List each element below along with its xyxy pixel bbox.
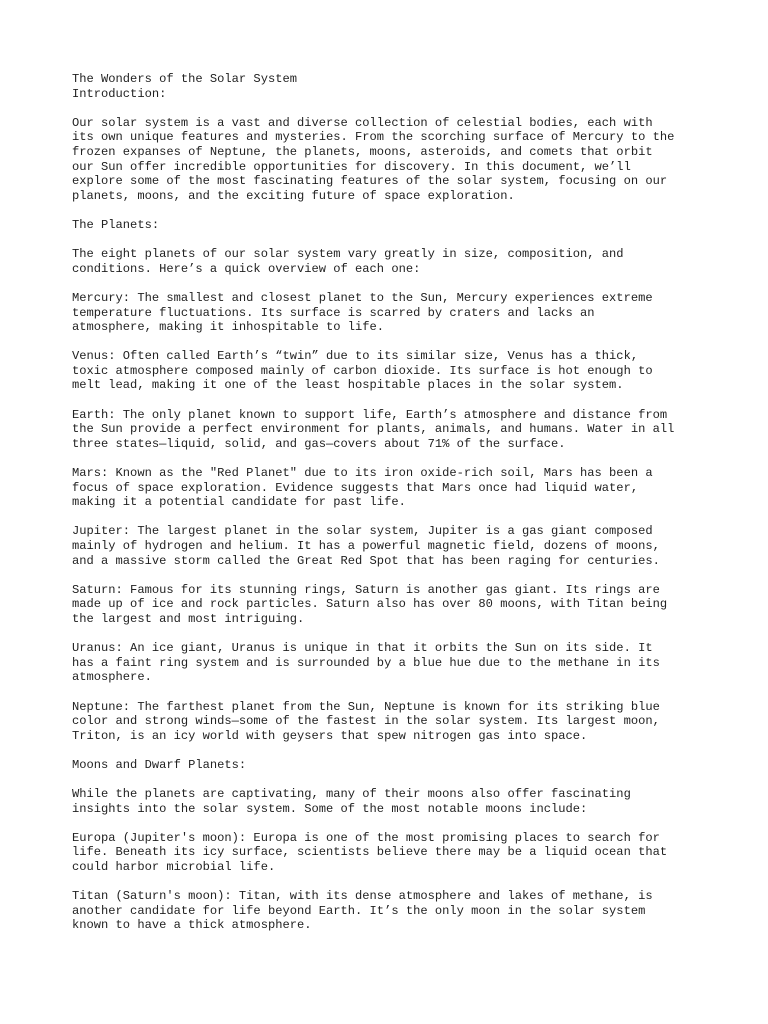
moon-europa-paragraph: Europa (Jupiter's moon): Europa is one of the most promising places to search for life. Beneath its icy surface, scientists believe there may be a liquid ocean that could harbor microbial life.: [72, 830, 668, 875]
planet-uranus-paragraph: Uranus: An ice giant, Uranus is unique in that it orbits the Sun on its side. It has a faint ring system and is surrounded by a blue hue due to the methane in its atmosphere.: [72, 641, 660, 685]
intro-paragraph: Our solar system is a vast and diverse collection of celestial bodies, each with its own unique features and mysteries. From the scorching surface of Mercury to the frozen expanses of Neptune, the planets, moons, asteroids, and comets that orbit our Sun offer incredible opportunities for discovery. In this document, we’ll explore some of the most fascinating features of the solar system, focusing on our planets, moons, and the exciting future of space exploration.: [72, 115, 675, 203]
planet-earth-paragraph: Earth: The only planet known to support life, Earth’s atmosphere and distance from the Sun provide a perfect environment for plants, animals, and humans. Water in all three states—liquid, solid, and gas—covers about 71% of the surface.: [72, 407, 675, 451]
planets-heading: The Planets:: [72, 217, 160, 232]
planet-mars-paragraph: Mars: Known as the "Red Planet" due to its iron oxide-rich soil, Mars has been a focus of space exploration. Evidence suggests that Mars once had liquid water, making it a potential candidate for past life.: [72, 466, 653, 510]
planets-intro-paragraph: The eight planets of our solar system vary greatly in size, composition, and conditions. Here’s a quick overview of each one:: [72, 247, 624, 276]
document-page: [72, 72, 712, 948]
moons-heading: Moons and Dwarf Planets:: [72, 757, 247, 772]
document-title: The Wonders of the Solar System: [72, 72, 297, 86]
moon-titan-paragraph: Titan (Saturn's moon): Titan, with its dense atmosphere and lakes of methane, is another candidate for life beyond Earth. It’s the only moon in the solar system known to have a thick atmosphere.: [72, 889, 653, 933]
moons-intro-paragraph: While the planets are captivating, many of their moons also offer fascinating insights into the solar system. Some of the most notable moons include:: [72, 787, 631, 816]
planet-neptune-paragraph: Neptune: The farthest planet from the Sun, Neptune is known for its striking blue color and strong winds—some of the fastest in the solar system. Its largest moon, Triton, is an icy world with geysers that spew nitrogen gas into space.: [72, 699, 660, 743]
planet-saturn-paragraph: Saturn: Famous for its stunning rings, Saturn is another gas giant. Its rings are made up of ice and rock particles. Saturn also has over 80 moons, with Titan being the largest and most intriguing.: [72, 582, 668, 626]
intro-heading: Introduction:: [72, 86, 167, 101]
planet-venus-paragraph: Venus: Often called Earth’s “twin” due to its similar size, Venus has a thick, toxic atmosphere composed mainly of carbon dioxide. Its surface is hot enough to melt lead, making it one of the least hospitable places in the solar system.: [72, 349, 653, 393]
planet-mercury-paragraph: Mercury: The smallest and closest planet to the Sun, Mercury experiences extreme temperature fluctuations. Its surface is scarred by craters and lacks an atmosphere, making it inhospitable to life.: [72, 290, 653, 335]
planet-jupiter-paragraph: Jupiter: The largest planet in the solar system, Jupiter is a gas giant composed mainly of hydrogen and helium. It has a powerful magnetic field, dozens of moons, and a massive storm called the Great Red Spot that has been raging for centuries.: [72, 524, 660, 568]
